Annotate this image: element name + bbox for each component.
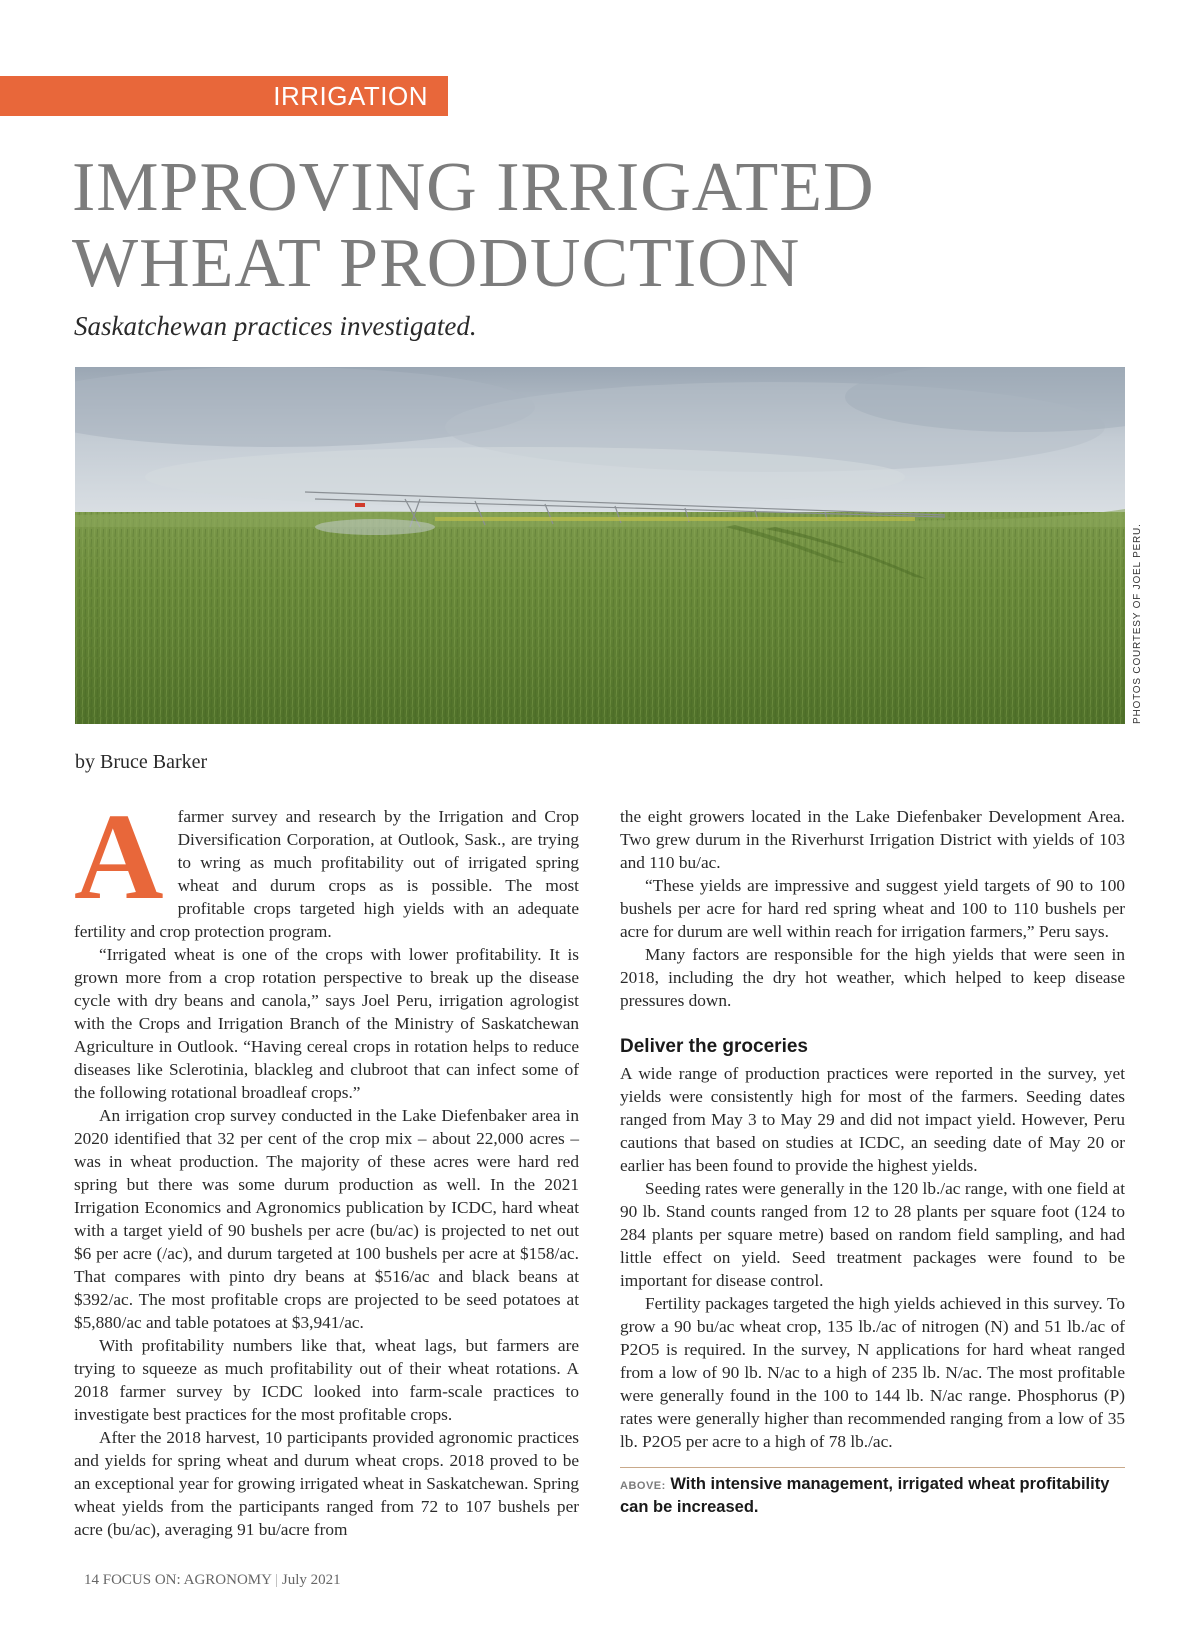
caption-text: With intensive management, irrigated wheat profitability can be increased.	[620, 1475, 1110, 1516]
footer-separator: |	[275, 1572, 279, 1588]
paragraph: the eight growers located in the Lake Diefenbaker Development Area. Two grew durum in the Riverhurst Irrigation District with yields of 103 and 110 bu/ac.	[620, 807, 1125, 872]
paragraph-text: farmer survey and research by the Irrigation and Crop Diversification Corporation, at Outlook, Sask., are trying to wring as much profitability out of irrigated spring wheat and durum crops as is possible. The most profitable crops targeted high yields with an adequate fertility and crop protection program.	[74, 807, 579, 941]
caption-divider	[620, 1467, 1125, 1468]
paragraph: After the 2018 harvest, 10 participants provided agronomic practices and yields for spring wheat and durum wheat crops. 2018 proved to be an exceptional year for growing irrigated wheat in Saskatchewan. Spring wheat yields from the participants ranged from 72 to 107 bushels per acre (bu/ac), averaging 91 bu/acre from	[74, 1428, 579, 1539]
title-line-2: WHEAT PRODUCTION	[72, 225, 801, 302]
page-footer	[84, 1572, 341, 1589]
issue-date: July 2021	[281, 1572, 341, 1588]
right-column	[620, 805, 1125, 1518]
paragraph: “Irrigated wheat is one of the crops with lower profitability. It is grown more from a crop rotation perspective to break up the disease cycle with dry beans and canola,” says Joel Peru, irrigation agrologist with the Crops and Irrigation Branch of the Ministry of Saskatchewan Agriculture in Outlook. “Having cereal crops in rotation helps to reduce diseases like Sclerotinia, blackleg and clubroot that can infect some of the following rotational broadleaf crops.”	[74, 945, 579, 1102]
publication-name: FOCUS ON: AGRONOMY	[102, 1572, 272, 1588]
paragraph: “These yields are impressive and suggest yield targets of 90 to 100 bushels per acre for hard red spring wheat and 100 to 110 bushels per acre for durum are well within reach for irrigation farmers,” Peru says.	[620, 876, 1125, 941]
paragraph: An irrigation crop survey conducted in the Lake Diefenbaker area in 2020 identified that 32 per cent of the crop mix – about 22,000 acres – was in wheat production. The majority of these acres were hard red spring but there was some durum production as well. In the 2021 Irrigation Economics and Agronomics publication by ICDC, hard wheat with a target yield of 90 bushels per acre (bu/ac) is projected to net out $6 per acre (/ac), and durum targeted at 100 bushels per acre at $158/ac. That compares with pinto dry beans at $516/ac and black beans at $392/ac. The most profitable crops are projected to be seed potatoes at $5,880/ac and table potatoes at $3,941/ac.	[74, 1106, 579, 1332]
title-line-1: IMPROVING IRRIGATED	[72, 149, 875, 226]
section-subhead: Deliver the groceries	[620, 1036, 808, 1057]
paragraph: Fertility packages targeted the high yields achieved in this survey. To grow a 90 bu/ac wheat crop, 135 lb./ac of nitrogen (N) and 51 lb./ac of P2O5 is required. In the survey, N applications for hard wheat ranged from a low of 90 lb. N/ac to a high of 235 lb. N/ac. The most profitable were generally found in the 100 to 144 lb. N/ac range. Phosphorus (P) rates were generally higher than recommended ranging from a low of 35 lb. P2O5 per acre to a high of 78 lb./ac.	[620, 1294, 1125, 1451]
article-subtitle: Saskatchewan practices investigated.	[74, 311, 477, 341]
caption-label: ABOVE:	[620, 1480, 666, 1492]
paragraph: Seeding rates were generally in the 120 lb./ac range, with one field at 90 lb. Stand counts ranged from 12 to 28 plants per square foot (124 to 284 plants per square metre) based on random field sampling, and had little effect on yield. Seed treatment packages were found to be important for disease control.	[620, 1179, 1125, 1290]
byline: by Bruce Barker	[75, 751, 208, 773]
section-tag: IRRIGATION	[0, 76, 448, 116]
photo-credit: PHOTOS COURTESY OF JOEL PERU.	[1132, 523, 1143, 724]
paragraph: Many factors are responsible for the high yields that were seen in 2018, including the dry hot weather, which helped to keep disease pressures down.	[620, 945, 1125, 1010]
drop-cap: A	[74, 788, 164, 925]
paragraph: With profitability numbers like that, wheat lags, but farmers are trying to squeeze as much profitability out of their wheat rotations. A 2018 farmer survey by ICDC looked into farm-scale practices to investigate best practices for the most profitable crops.	[74, 1336, 579, 1424]
left-column	[74, 788, 579, 1541]
photo-caption	[620, 1474, 1125, 1518]
wheat-field-photo	[75, 367, 1125, 724]
article-title	[72, 150, 1152, 302]
page-number: 14	[84, 1572, 99, 1588]
paragraph: A wide range of production practices were reported in the survey, yet yields were consistently high for most of the farmers. Seeding dates ranged from May 3 to May 29 and did not impact yield. However, Peru cautions that based on studies at ICDC, an seeding date of May 20 or earlier has been found to provide the highest yields.	[620, 1064, 1125, 1175]
paragraph	[74, 788, 579, 943]
